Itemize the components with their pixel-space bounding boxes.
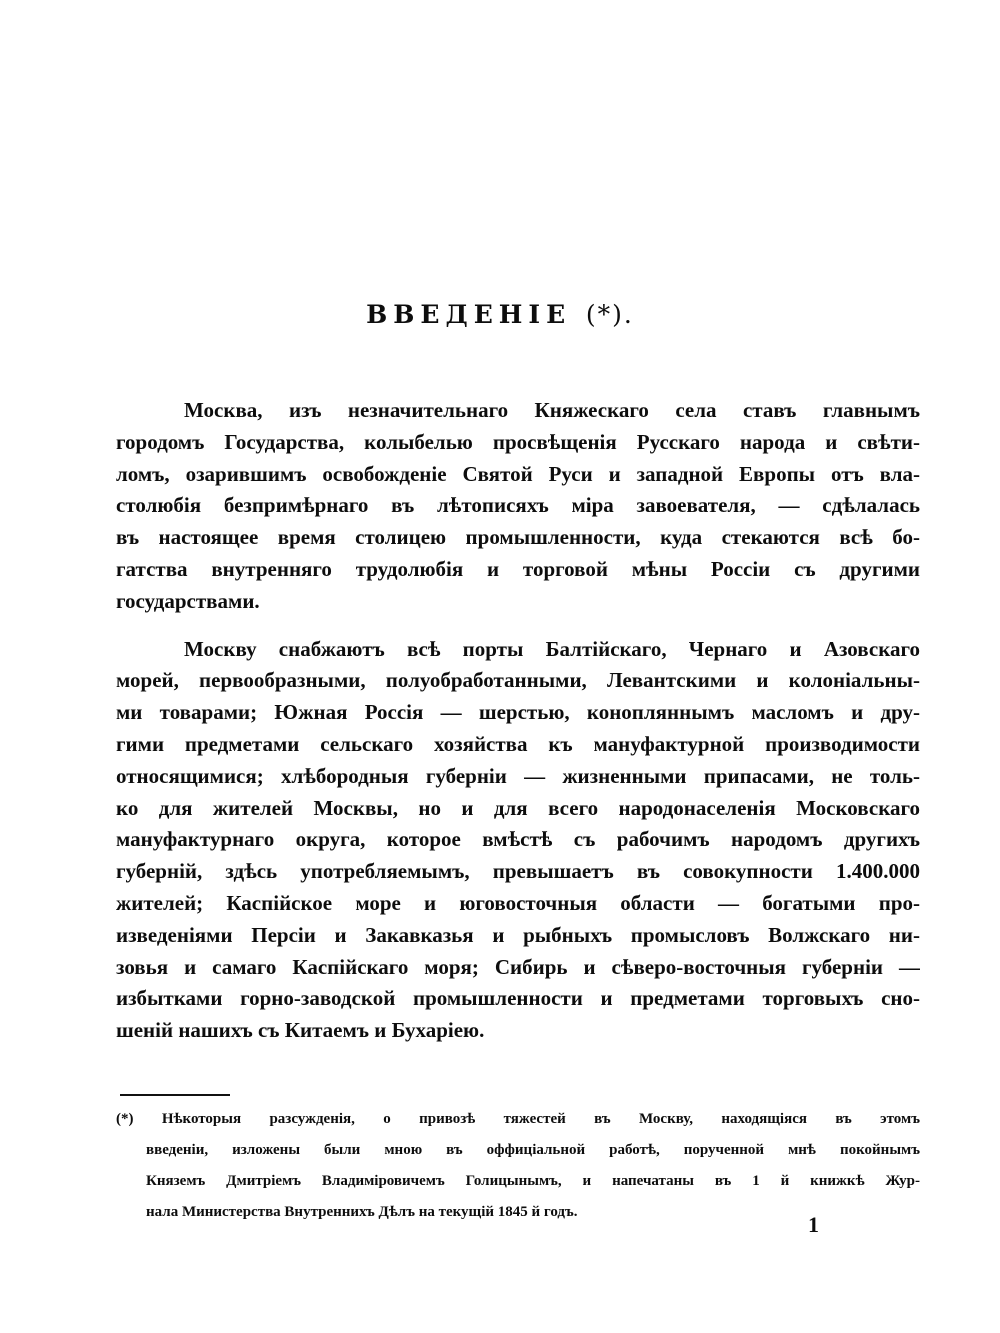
heading-title: ВВЕДЕНIЕ <box>366 300 572 329</box>
text-line: жителей; Каспійское море и юговосточныя области — богатыми про- <box>116 890 920 915</box>
paragraph-spacer <box>116 618 920 634</box>
footnote-reference-mark: (*). <box>585 300 634 329</box>
paragraph-1 <box>116 395 920 618</box>
text-line: шеній нашихъ съ Китаемъ и Бухаріею. <box>116 1018 485 1043</box>
footnote-separator <box>120 1094 230 1096</box>
text-line: Москва, изъ незначительнаго Княжескаго села ставъ главнымъ <box>184 398 920 422</box>
chapter-heading <box>0 300 1000 329</box>
text-line: избытками горно-заводской промышленности и предметами торговыхъ сно- <box>116 986 920 1011</box>
footnote-line: (*) Нѣкоторыя разсужденія, о привозѣ тяжестей въ Москву, находящіяся въ этомъ <box>116 1111 920 1127</box>
text-line: столюбія безпримѣрнаго въ лѣтописяхъ міра завоевателя, — сдѣлалась <box>116 493 920 518</box>
text-line: морей, первообразными, полуобработанными, Левантскими и колоніальны- <box>116 668 920 693</box>
text-line: ми товарами; Южная Россія — шерстью, конопляннымъ масломъ и дру- <box>116 700 920 725</box>
text-line: ломъ, озарившимъ освобожденіе Святой Руси и западной Европы отъ вла- <box>116 461 920 486</box>
main-text <box>116 395 920 1047</box>
footnote-line: Княземъ Дмитріемъ Владиміровичемъ Голицынымъ, и напечатаны въ 1 й книжкѣ Жур- <box>146 1173 920 1189</box>
text-line: относящимися; хлѣбородныя губерніи — жизненными припасами, не толь- <box>116 763 920 788</box>
text-line: ко для жителей Москвы, но и для всего народонаселенія Московскаго <box>116 795 920 820</box>
text-line: городомъ Государства, колыбелью просвѣщенія Русскаго народа и свѣти- <box>116 429 920 454</box>
text-line: Москву снабжаютъ всѣ порты Балтійскаго, Чернаго и Азовскаго <box>184 636 920 661</box>
page-number: 1 <box>808 1212 819 1237</box>
paragraph-2 <box>116 634 920 1047</box>
text-line: въ настоящее время столицею промышленности, куда стекаются всѣ бо- <box>116 525 920 550</box>
text-line: государствами. <box>116 588 260 613</box>
text-line: гими предметами сельскаго хозяйства къ мануфактурной производимости <box>116 731 920 756</box>
footnote-line: нала Министерства Внутреннихъ Дѣлъ на текущій 1845 й годъ. <box>146 1204 578 1220</box>
text-line: изведеніями Персіи и Закавказья и рыбныхъ промысловъ Волжскаго ни- <box>116 922 920 947</box>
text-line: зовья и самаго Каспійскаго моря; Сибирь и сѣверо-восточныя губерніи — <box>116 954 920 979</box>
footnote-line: введеніи, изложены были мною въ оффиціальной работѣ, порученной мнѣ покойнымъ <box>146 1142 920 1158</box>
footnote <box>116 1104 920 1228</box>
text-line: губерній, здѣсь употребляемымъ, превышаетъ въ совокупности 1.400.000 <box>116 859 920 884</box>
text-line: гатства внутренняго трудолюбія и торговой мѣны Россіи съ другими <box>116 556 920 581</box>
text-line: мануфактурнаго округа, которое вмѣстѣ съ рабочимъ народомъ другихъ <box>116 827 920 852</box>
